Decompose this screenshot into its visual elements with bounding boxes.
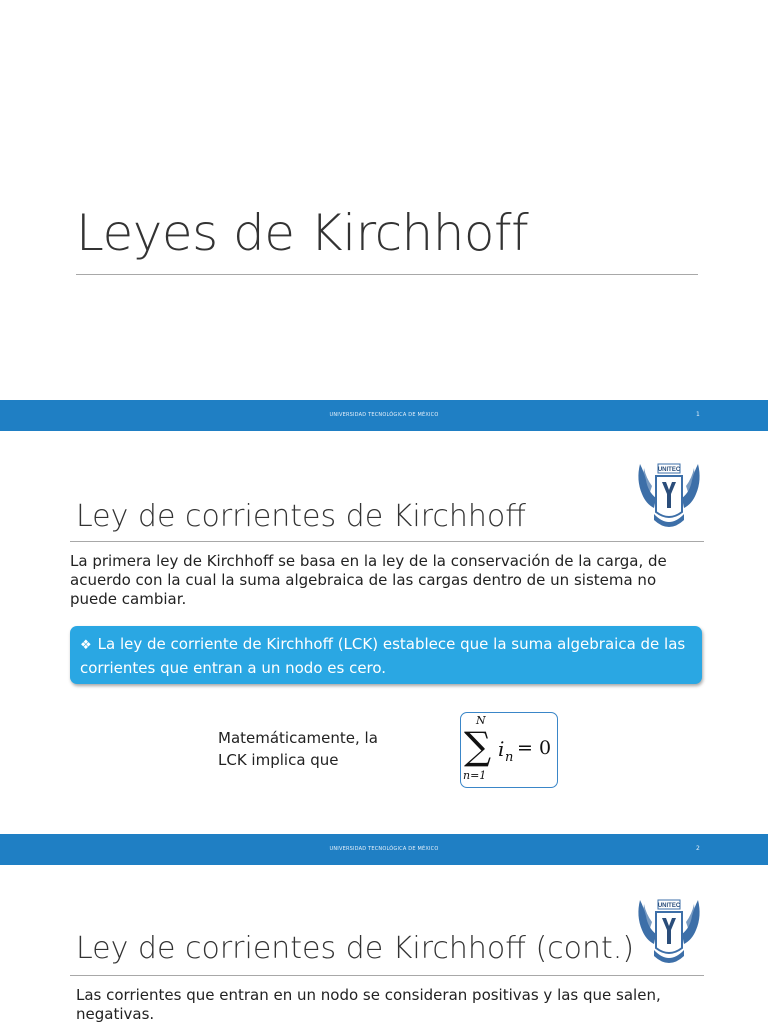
title-underline	[70, 975, 704, 976]
title-underline	[70, 541, 704, 542]
slide-2-footer	[0, 834, 768, 865]
math-intro-line-1: Matemáticamente, la	[218, 729, 378, 747]
slide-1-title: Leyes de Kirchhoff	[76, 204, 529, 262]
formula-lower-limit: n=1	[463, 769, 487, 782]
lck-callout	[70, 626, 702, 684]
unitec-logo	[634, 894, 704, 970]
intro-paragraph: La primera ley de Kirchhoff se basa en la ley de la conservación de la carga, de acuerdo con la cual la suma algebraica de las cargas dentro de un sistema no puede cambiar.	[70, 552, 667, 608]
formula-variable: i	[498, 737, 505, 761]
logo-text: UNITEC	[657, 903, 681, 909]
formula-rhs: = 0	[517, 737, 552, 759]
diamond-bullet-icon: ❖	[80, 638, 92, 653]
footer-university: UNIVERSIDAD TECNOLÓGICA DE MÉXICO	[329, 846, 439, 852]
callout-text: La ley de corriente de Kirchhoff (LCK) establece que la suma algebraica de las corrientes que entran a un nodo es cero.	[80, 635, 686, 677]
sigma-icon: ∑	[464, 724, 492, 768]
page-number: 2	[695, 845, 700, 852]
formula-box	[460, 712, 558, 788]
logo-text: UNITEC	[657, 467, 681, 473]
slide-1-footer	[0, 400, 768, 431]
slide-2-title: Ley de corrientes de Kirchhoff	[76, 499, 526, 534]
page-number: 1	[695, 411, 700, 418]
unitec-logo	[634, 458, 704, 534]
formula-upper-limit: N	[476, 714, 486, 727]
slide-2	[0, 431, 768, 834]
title-underline	[76, 274, 698, 275]
footer-university: UNIVERSIDAD TECNOLÓGICA DE MÉXICO	[329, 412, 439, 418]
formula-subscript: n	[505, 750, 514, 765]
formula	[461, 713, 557, 787]
slide-1	[0, 0, 768, 400]
math-intro-line-2: LCK implica que	[218, 751, 339, 769]
slide-3-title: Ley de corrientes de Kirchhoff (cont.)	[76, 931, 635, 966]
slide-3	[0, 865, 768, 1024]
intro-paragraph: Las corrientes que entran en un nodo se consideran positivas y las que salen, negativas.	[76, 986, 661, 1023]
